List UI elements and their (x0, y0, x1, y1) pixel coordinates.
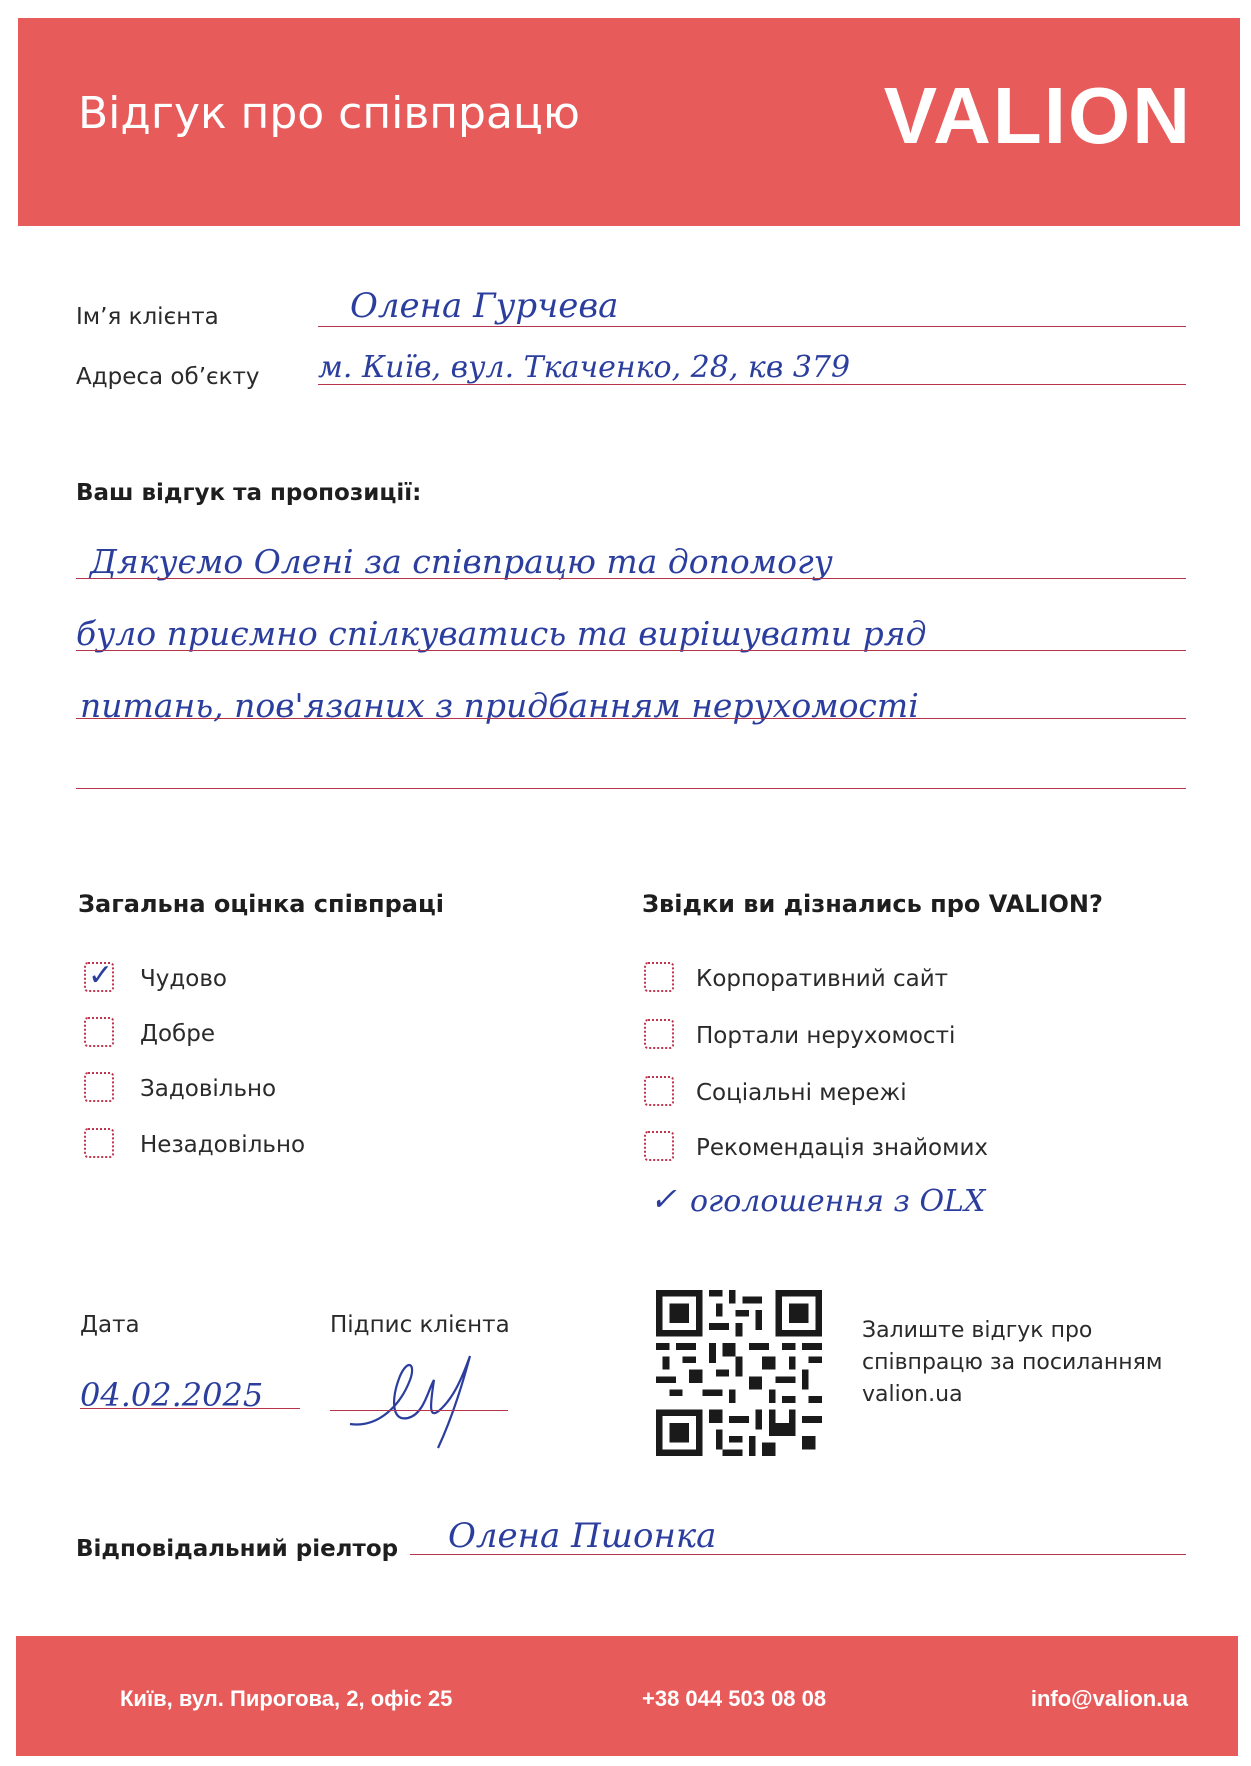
footer-phone[interactable]: +38 044 503 08 08 (642, 1686, 827, 1711)
footer-email[interactable]: info@valion.ua (1030, 1686, 1188, 1711)
feedback-rule-2 (76, 650, 1186, 651)
feedback-line-2: було приємно спілкуватись та вирішувати ряд (76, 614, 927, 653)
checkmark-icon: ✓ (88, 958, 114, 993)
source-checkbox-website[interactable] (644, 962, 674, 992)
page-title: Відгук про співпрацю (78, 88, 580, 139)
address-line (318, 384, 1186, 385)
rating-checkbox-unsatisfactory[interactable] (84, 1128, 114, 1158)
feedback-rule-4 (76, 788, 1186, 789)
client-name-value: Олена Гурчева (350, 286, 619, 326)
rating-checkbox-satisfactory[interactable] (84, 1072, 114, 1102)
qr-note-link[interactable]: valion.ua (862, 1382, 963, 1407)
rating-checkbox-good[interactable] (84, 1017, 114, 1047)
source-checkbox-portals[interactable] (644, 1019, 674, 1049)
source-title: Звідки ви дізнались про VALION? (642, 890, 1103, 918)
source-other-check: ✓ (650, 1180, 677, 1218)
feedback-rule-3 (76, 718, 1186, 719)
client-name-label: Ім’я клієнта (76, 304, 219, 330)
brand-logo: VALION (883, 71, 1192, 160)
source-option-label: Корпоративний сайт (696, 966, 949, 992)
rating-option-label: Чудово (140, 966, 227, 992)
realtor-line (410, 1554, 1186, 1555)
rating-checkbox-excellent[interactable] (84, 958, 114, 993)
qr-code[interactable] (656, 1290, 822, 1456)
realtor-value: Олена Пшонка (448, 1516, 717, 1556)
source-option-label: Соціальні мережі (696, 1080, 907, 1106)
client-name-line (318, 326, 1186, 327)
feedback-rule-1 (76, 578, 1186, 579)
realtor-label: Відповідальний ріелтор (76, 1536, 399, 1562)
rating-option-label: Добре (140, 1021, 215, 1047)
source-other-value: оголошення з OLX (690, 1184, 986, 1219)
signature-label: Підпис клієнта (330, 1312, 510, 1338)
feedback-label: Ваш відгук та пропозиції: (76, 480, 422, 506)
rating-option-label: Незадовільно (140, 1132, 306, 1158)
address-value: м. Київ, вул. Ткаченко, 28, кв 379 (318, 350, 851, 385)
header-banner (18, 18, 1240, 226)
source-checkbox-referral[interactable] (644, 1131, 674, 1161)
source-checkbox-social[interactable] (644, 1076, 674, 1106)
address-label: Адреса об’єкту (76, 364, 260, 390)
footer-address: Київ, вул. Пирогова, 2, офіс 25 (120, 1686, 453, 1711)
date-line (80, 1408, 300, 1409)
qr-note-line: співпрацю за посиланням (862, 1350, 1163, 1375)
footer-banner (16, 1636, 1238, 1756)
source-option-label: Рекомендація знайомих (696, 1135, 989, 1161)
feedback-line-1: Дякуємо Олені за співпрацю та допомогу (90, 542, 833, 581)
date-value: 04.02.2025 (80, 1376, 264, 1414)
client-signature (330, 1336, 510, 1456)
rating-option-label: Задовільно (140, 1076, 277, 1102)
date-label: Дата (80, 1312, 140, 1338)
source-option-label: Портали нерухомості (696, 1023, 956, 1049)
signature-line (330, 1410, 508, 1411)
rating-title: Загальна оцінка співпраці (78, 890, 444, 918)
feedback-line-3: питань, пов'язаних з придбанням нерухомості (80, 686, 919, 725)
qr-note-line: Залиште відгук про (862, 1318, 1093, 1343)
